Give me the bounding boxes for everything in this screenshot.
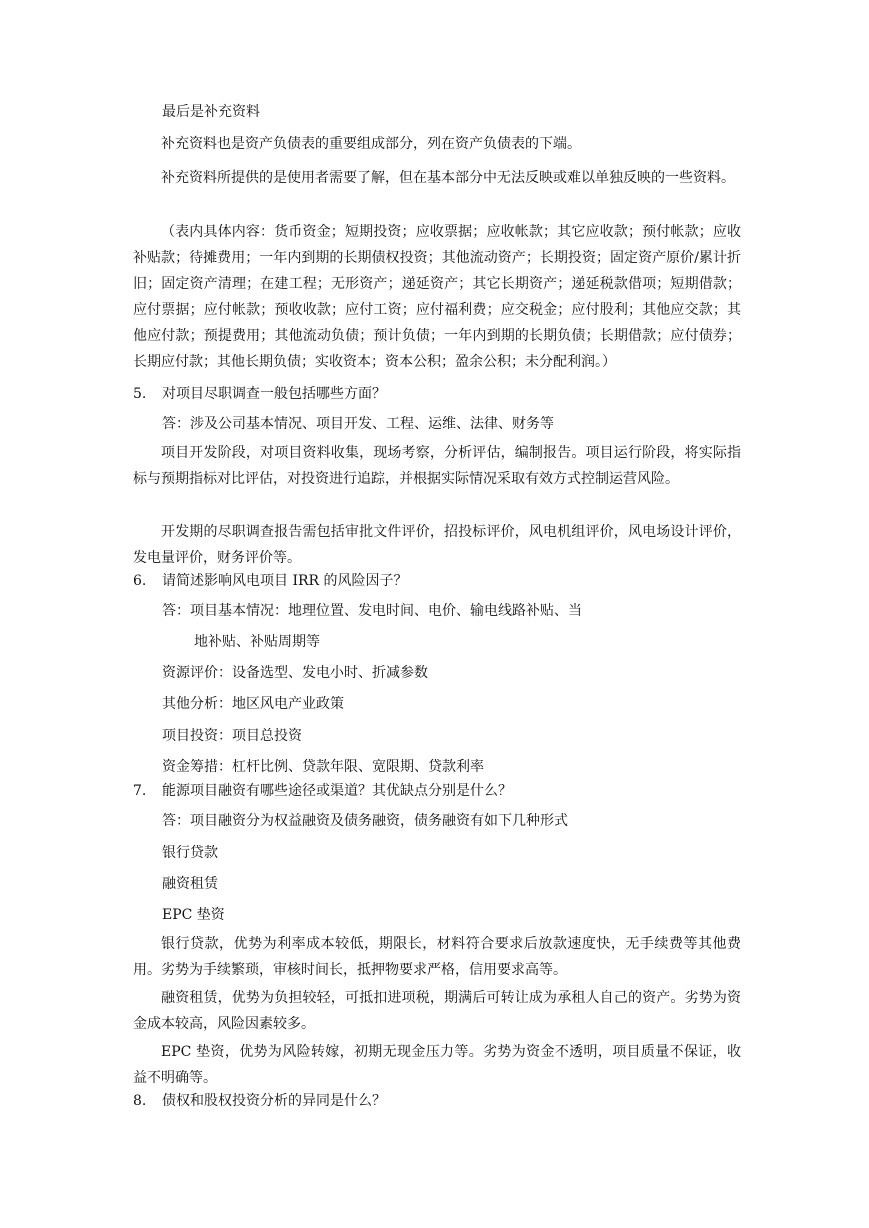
paragraph: 补充资料所提供的是使用者需要了解，但在基本部分中无法反映或难以单独反映的一些资料。 <box>161 170 735 186</box>
question-number: 6. <box>133 573 147 589</box>
answer-text: 答：项目基本情况：地理位置、发电时间、电价、输电线路补贴、当 <box>162 603 582 619</box>
question-number: 8. <box>133 1093 147 1109</box>
section-heading: 最后是补充资料 <box>162 104 260 120</box>
list-item: 其他分析：地区风电产业政策 <box>162 696 344 712</box>
answer-text-continued: 地补贴、补贴周期等 <box>194 634 320 650</box>
question-text: 能源项目融资有哪些途径或渠道？其优缺点分别是什么？ <box>162 783 512 799</box>
list-item: EPC 垫资 <box>162 907 225 923</box>
question-number: 5. <box>133 386 147 402</box>
list-item: 银行贷款 <box>162 845 218 861</box>
question-text: 债权和股权投资分析的异同是什么？ <box>162 1093 386 1109</box>
list-item: 资源评价：设备选型、发电小时、折减参数 <box>162 665 428 681</box>
paragraph: 项目开发阶段，对项目资料收集，现场考察，分析评估，编制报告。项目运行阶段，将实际指标与预期指标对比评估，对投资进行追踪，并根据实际情况采取有效方式控制运营风险。 <box>133 445 741 487</box>
paragraph: 融资租赁，优势为负担较轻，可抵扣进项税，期满后可转让成为承租人自己的资产。劣势为资金成本较高，风险因素较多。 <box>133 990 741 1032</box>
answer-text: 答：项目融资分为权益融资及债务融资，债务融资有如下几种形式 <box>162 813 568 829</box>
question-text: 对项目尽职调查一般包括哪些方面？ <box>162 386 386 402</box>
question-text: 请简述影响风电项目 IRR 的风险因子？ <box>162 573 408 589</box>
paragraph: 开发期的尽职调查报告需包括审批文件评价，招投标评价，风电机组评价，风电场设计评价，发电量评价，财务评价等。 <box>133 524 741 566</box>
answer-text: 答：涉及公司基本情况、项目开发、工程、运维、法律、财务等 <box>162 416 554 432</box>
list-item: 项目投资：项目总投资 <box>162 728 302 744</box>
paragraph: 银行贷款，优势为利率成本较低，期限长，材料符合要求后放款速度快，无手续费等其他费用。劣势为手续繁琐，审核时间长，抵押物要求严格，信用要求高等。 <box>133 936 741 978</box>
list-item: 融资租赁 <box>162 876 218 892</box>
list-item: 资金筹措：杠杆比例、贷款年限、宽限期、贷款利率 <box>162 759 484 775</box>
question-number: 7. <box>133 783 147 799</box>
paragraph: （表内具体内容：货币资金；短期投资；应收票据；应收帐款；其它应收款；预付帐款；应收补贴款；待摊费用；一年内到期的长期债权投资；其他流动资产；长期投资；固定资产原价/累计折旧；固定资产清理；在建工程；无形资产；递延资产；其它长期资产；递延税款借项；短期借款；应付票据；应付帐款；预收收款；应付工资；应付福利费；应交税金；应付股利；其他应交款；其他应付款；预提费用；其他流动负债；预计负债；一年内到期的长期负债；长期借款；应付债券；长期应付款；其他长期负债；实收资本；资本公积；盈余公积；未分配利润。） <box>133 224 741 370</box>
paragraph: 补充资料也是资产负债表的重要组成部分，列在资产负债表的下端。 <box>161 136 581 152</box>
paragraph: EPC 垫资，优势为风险转嫁，初期无现金压力等。劣势为资金不透明，项目质量不保证，收益不明确等。 <box>133 1044 741 1086</box>
